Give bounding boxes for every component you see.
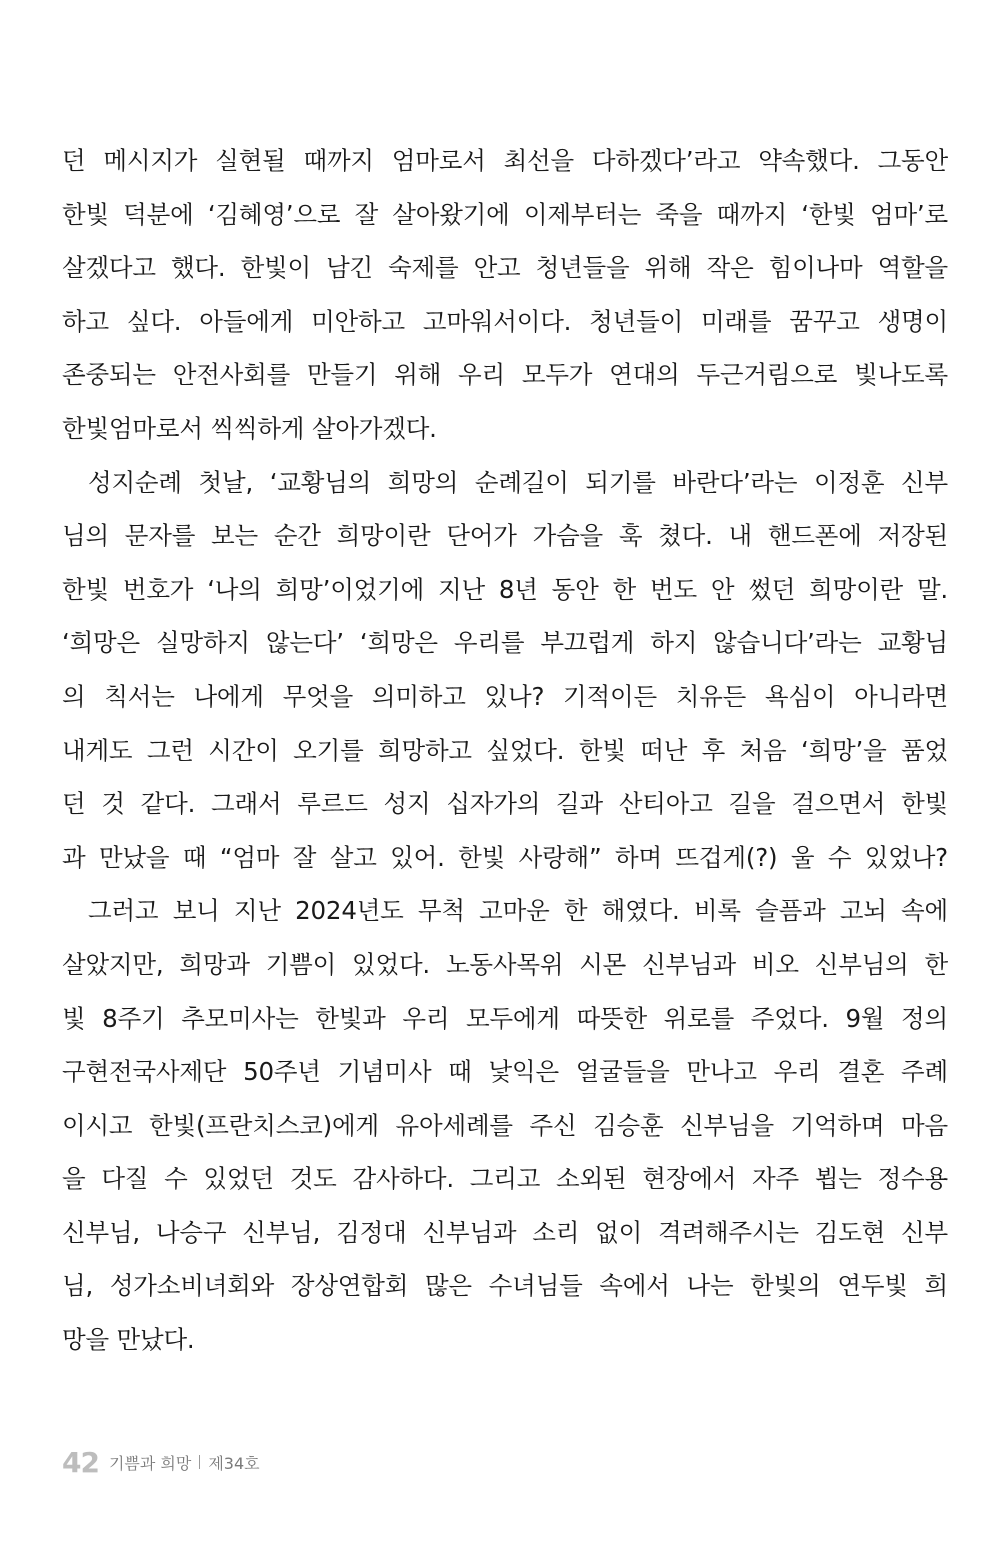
- text-line: 던 것 같다. 그래서 루르드 성지 십자가의 길과 산티아고 길을 걸으면서 한빛: [62, 789, 948, 819]
- text-line: 한빛 번호가 ‘나의 희망’이었기에 지난 8년 동안 한 번도 안 썼던 희망이란 말.: [62, 574, 948, 604]
- text-line: 한빛엄마로서 씩씩하게 살아가겠다.: [62, 413, 437, 443]
- text-line: 과 만났을 때 “엄마 잘 살고 있어. 한빛 사랑해” 하며 뜨겁게(?) 울 수 있었나?: [62, 842, 948, 872]
- text-line: 한빛 덕분에 ‘김혜영’으로 잘 살아왔기에 이제부터는 죽을 때까지 ‘한빛 엄마’로: [62, 199, 948, 229]
- footer-divider: [199, 1455, 200, 1469]
- text-line: 살겠다고 했다. 한빛이 남긴 숙제를 안고 청년들을 위해 작은 힘이나마 역할을: [62, 253, 948, 283]
- text-line: 신부님, 나승구 신부님, 김정대 신부님과 소리 없이 격려해주시는 김도현 신부: [62, 1217, 948, 1247]
- paragraph-start-line: 성지순례 첫날, ‘교황님의 희망의 순례길이 되기를 바란다’라는 이정훈 신부: [88, 467, 948, 497]
- text-line: 구현전국사제단 50주년 기념미사 때 낯익은 얼굴들을 만나고 우리 결혼 주례: [62, 1057, 948, 1087]
- page-footer: [62, 1442, 260, 1482]
- text-line: 님의 문자를 보는 순간 희망이란 단어가 가슴을 훅 쳤다. 내 핸드폰에 저장된: [62, 521, 948, 551]
- text-line: 망을 만났다.: [62, 1325, 195, 1355]
- text-line: 빛 8주기 추모미사는 한빛과 우리 모두에게 따뜻한 위로를 주었다. 9월 정의: [62, 1003, 948, 1033]
- text-line: 하고 싶다. 아들에게 미안하고 고마워서이다. 청년들이 미래를 꿈꾸고 생명이: [62, 306, 948, 336]
- page-number: 42: [62, 1445, 99, 1479]
- issue-number: 제34호: [208, 1453, 260, 1473]
- text-line: 을 다질 수 있었던 것도 감사하다. 그리고 소외된 현장에서 자주 뵙는 정수용: [62, 1164, 948, 1194]
- text-line: 던 메시지가 실현될 때까지 엄마로서 최선을 다하겠다’라고 약속했다. 그동안: [62, 146, 948, 175]
- article-body: [62, 134, 948, 1367]
- text-line: 살았지만, 희망과 기쁨이 있었다. 노동사목위 시몬 신부님과 비오 신부님의 한: [62, 949, 948, 979]
- text-line: 님, 성가소비녀회와 장상연합회 많은 수녀님들 속에서 나는 한빛의 연두빛 희: [62, 1271, 948, 1301]
- text-line: 이시고 한빛(프란치스코)에게 유아세례를 주신 김승훈 신부님을 기억하며 마음: [62, 1110, 948, 1140]
- text-line: 내게도 그런 시간이 오기를 희망하고 싶었다. 한빛 떠난 후 처음 ‘희망’을 품었: [62, 735, 948, 765]
- text-line: 존중되는 안전사회를 만들기 위해 우리 모두가 연대의 두근거림으로 빛나도록: [62, 360, 948, 390]
- magazine-title: 기쁨과 희망: [108, 1453, 192, 1473]
- paragraph-start-line: 그러고 보니 지난 2024년도 무척 고마운 한 해였다. 비록 슬픔과 고뇌 속에: [88, 896, 948, 926]
- text-line: 의 칙서는 나에게 무엇을 의미하고 있나? 기적이든 치유든 욕심이 아니라면: [62, 681, 948, 711]
- text-line: ‘희망은 실망하지 않는다’ ‘희망은 우리를 부끄럽게 하지 않습니다’라는 교황님: [62, 628, 948, 658]
